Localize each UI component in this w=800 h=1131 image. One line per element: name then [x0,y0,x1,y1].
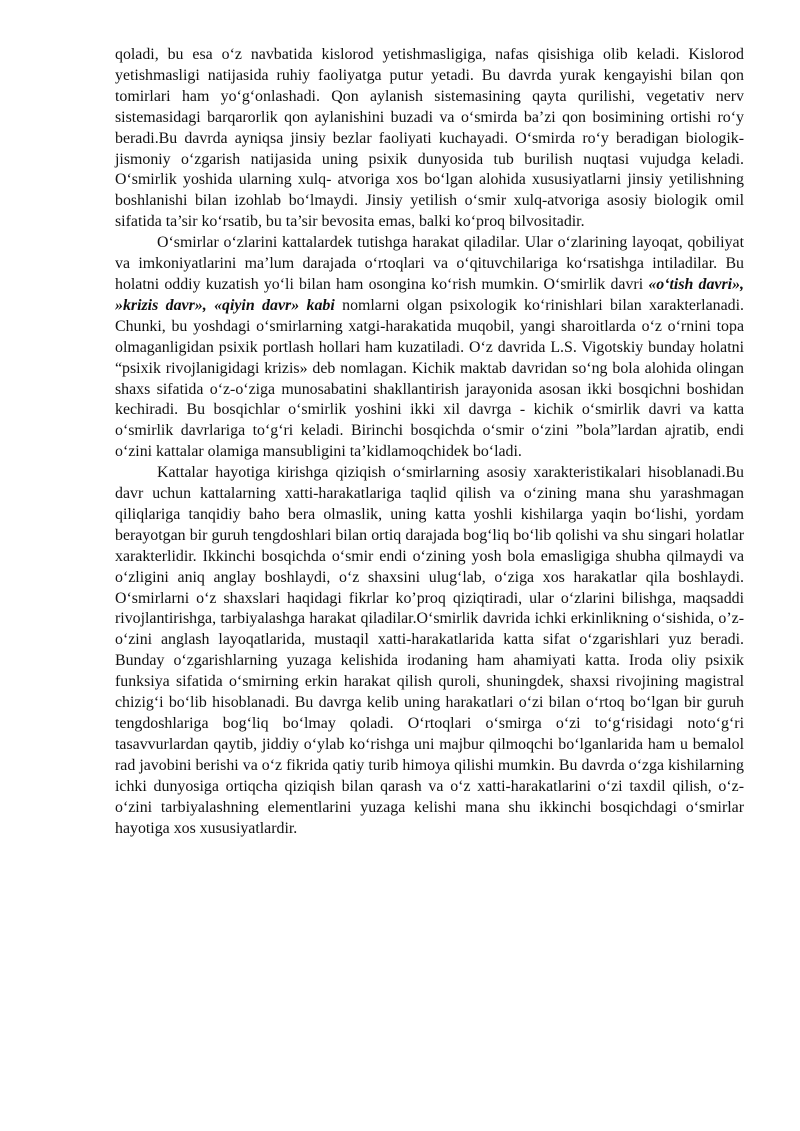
paragraph-1: qoladi, bu esa o‘z navbatida kislorod yetishmasligiga, nafas qisishiga olib keladi. Kislorod yetishmasligi natijasida ruhiy faoliyatga putur yetadi. Bu davrda yurak kengayishi bilan qon tomirlari ham yo‘g‘onlashadi. Qon aylanish sistemasining qayta qurilishi, vegetativ nerv sistemasidagi barqarorlik qon aylanishini buzadi va o‘smirda ba’zi qon bosimining ortishi ro‘y beradi.Bu davrda ayniqsa jinsiy bezlar faoliyati kuchayadi. O‘smirda ro‘y beradigan biologik-jismoniy o‘zgarish natijasida uning psixik dunyosida tub burilish nuqtasi vujudga keladi. O‘smirlik yoshida ularning xulq- atvoriga xos bo‘lgan alohida xususiyatlarni jinsiy yetilishning boshlanishi bilan izohlab bo‘lmaydi. Jinsiy yetilish o‘smir xulq-atvoriga asosiy biologik omil sifatida ta’sir ko‘rsatib, bu ta’sir bevosita emas, balki ko‘proq bilvositadir. [115,46,744,231]
paragraph-2 [115,233,744,463]
paragraph-2-text-end: nomlarni olgan psixologik ko‘rinishlari bilan xarakterlanadi. Chunki, bu yoshdagi o‘smirlarning xatgi-harakatida muqobil, yangi sharoitlarda o‘z o‘rnini topa olmaganligidan psixik portlash hollari ham kuzatiladi. O‘z davrida L.S. Vigotskiy bunday holatni “psixik rivojlanigidagi krizis» deb nomlagan. Kichik maktab davridan so‘ng bola alohida olingan shaxs sifatida o‘z-o‘ziga munosabatini shakllantirish jarayonida asosan ikki bosqichni boshidan kechiradi. Bu bosqichlar o‘smirlik yoshini ikki xil davrga - kichik o‘smirlik davri va katta o‘smirlik davrlariga to‘g‘ri keladi. Birinchi bosqichda o‘smir o‘zini ”bola”lardan ajratib, endi o‘zini kattalar olamiga mansubligini ta’kidlamoqchidek bo‘ladi. [115,296,744,461]
paragraph-3: Kattalar hayotiga kirishga qiziqish o‘smirlarning asosiy xarakteristikalari hisoblanadi.Bu davr uchun kattalarning xatti-harakatlariga taqlid qilish va o‘zining mana shu yarashmagan qiliqlariga tanqidiy baho bera olmaslik, uning katta yoshli kishilarga yaqin bo‘lishi, yordam berayotgan bir guruh tengdoshlari bilan ortiq darajada bog‘liq bo‘lib qolishi va shu singari holatlar xarakterlidir. Ikkinchi bosqichda o‘smir endi o‘zining yosh bola emasligiga shubha qilmaydi va o‘zligini aniq anglay boshlaydi, o‘z shaxsini ulug‘lab, o‘ziga xos harakatlar qila boshlaydi. O‘smirlarni o‘z shaxslari haqidagi fikrlar ko’proq qiziqtiradi, ular o‘zlarini bilishga, maqsaddi rivojlantirishga, tarbiyalashga harakat qiladilar.O‘smirlik davrida ichki erkinlikning o‘sishida, o’z-o‘zini anglash layoqatlarida, mustaqil xatti-harakatlarida katta sifat o‘zgarishlari yuz beradi. Bunday o‘zgarishlarning yuzaga kelishida irodaning ham ahamiyati katta. Iroda oliy psixik funksiya sifatida o‘smirning erkin harakat qilish quroli, shuningdek, shaxsi rivojining magistral chizig‘i bo‘lib hisoblanadi. Bu davrga kelib uning harakatlari o‘zi bilan o‘rtoq bo‘lgan bir guruh tengdoshlariga bog‘liq bo‘lmay qoladi. O‘rtoqlari o‘smirga o‘zi to‘g‘risidagi noto‘g‘ri tasavvurlardan qaytib, jiddiy o‘ylab ko‘rishga uni majbur qilmoqchi bo‘lganlarida ham u bemalol rad javobini berishi va o‘z fikrida qatiy turib himoya qilishi mumkin. Bu davrda o‘zga kishilarning ichki dunyosiga ortiqcha qiziqish bilan qarash va o‘z xatti-harakatlarini o‘zi taxdil qilish, o‘z-o‘zini tarbiyalashning elementlarini yuzaga kelishi mana shu ikkinchi bosqichdagi o‘smirlar hayotiga xos xususiyatlardir. [115,464,744,837]
document-page [115,45,744,839]
paragraph-2-emphasis: «o‘tish davri», »krizis davr», «qiyin davr» kabi [115,275,744,314]
paragraph-2-text-start: O‘smirlar o‘zlarini kattalardek tutishga harakat qiladilar. Ular o‘zlarining layoqat, qobiliyat va imkoniyatlarini ma’lum darajada o‘rtoqlari va o‘qituvchilariga ko‘rsatishga intiladilar. Bu holatni oddiy kuzatish yo‘li bilan ham osongina ko‘rish mumkin. O‘smirlik davri [115,234,744,293]
